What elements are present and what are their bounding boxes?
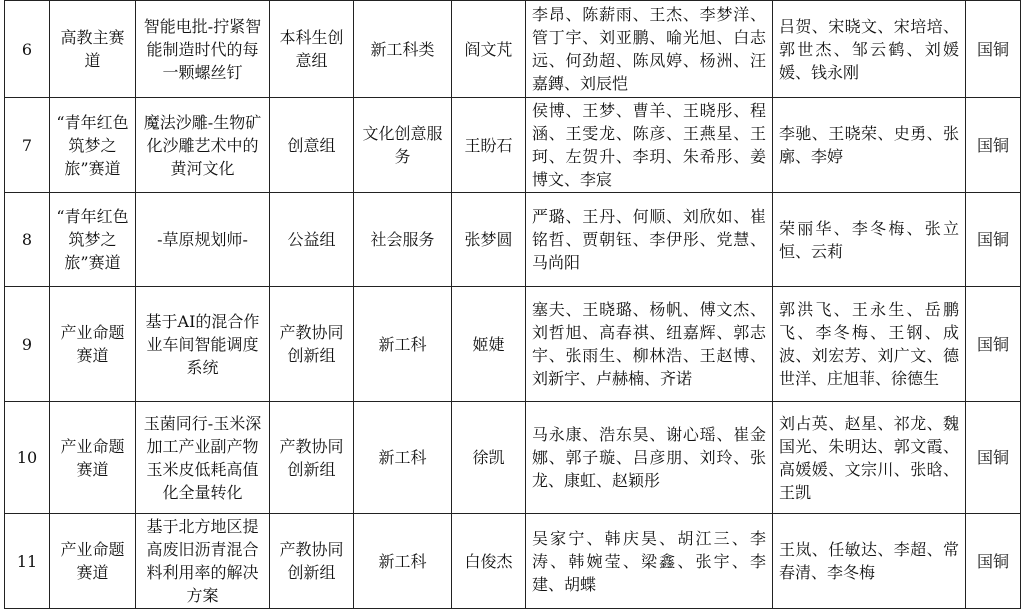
category-cell: 社会服务 xyxy=(354,193,452,287)
project-name-cell: 玉菌同行-玉米深加工产业副产物玉米皮低耗高值化全量转化 xyxy=(136,402,270,514)
table-row xyxy=(5,193,1021,287)
members-cell: 吴家宁、韩庆昊、胡江三、李涛、韩婉莹、梁鑫、张宇、李建、胡蝶 xyxy=(526,514,773,609)
advisors-cell: 荣丽华、李冬梅、张立恒、云莉 xyxy=(773,193,966,287)
members-cell: 马永康、浩东昊、谢心瑶、崔金娜、郭子璇、吕彦朋、刘玲、张龙、康虹、赵颖彤 xyxy=(526,402,773,514)
project-name-cell: 基于北方地区提高废旧沥青混合料利用率的解决方案 xyxy=(136,514,270,609)
group-cell: 创意组 xyxy=(270,98,354,193)
award-cell: 国铜 xyxy=(966,402,1021,514)
track-cell: 产业命题赛道 xyxy=(50,287,136,402)
track-cell: “青年红色筑梦之旅”赛道 xyxy=(50,98,136,193)
row-number: 10 xyxy=(5,402,50,514)
members-cell: 严璐、王丹、何顺、刘欣如、崔铭哲、贾朝钰、李伊彤、党慧、马尚阳 xyxy=(526,193,773,287)
category-cell: 新工科 xyxy=(354,287,452,402)
track-cell: 产业命题赛道 xyxy=(50,402,136,514)
leader-cell: 白俊杰 xyxy=(452,514,526,609)
advisors-cell: 吕贺、宋晓文、宋培培、郭世杰、邹云鹤、刘媛媛、钱永刚 xyxy=(773,1,966,98)
category-cell: 新工科 xyxy=(354,514,452,609)
group-cell: 产教协同创新组 xyxy=(270,514,354,609)
leader-cell: 王盼石 xyxy=(452,98,526,193)
track-cell: “青年红色筑梦之旅”赛道 xyxy=(50,193,136,287)
award-cell: 国铜 xyxy=(966,193,1021,287)
table-body xyxy=(5,1,1021,609)
awards-table xyxy=(4,0,1021,609)
award-cell: 国铜 xyxy=(966,1,1021,98)
row-number: 7 xyxy=(5,98,50,193)
track-cell: 高教主赛道 xyxy=(50,1,136,98)
project-name-cell: -草原规划师- xyxy=(136,193,270,287)
advisors-cell: 刘占英、赵星、祁龙、魏国光、朱明达、郭文霞、高媛媛、文宗川、张晗、王凯 xyxy=(773,402,966,514)
category-cell: 文化创意服务 xyxy=(354,98,452,193)
leader-cell: 张梦圆 xyxy=(452,193,526,287)
advisors-cell: 李驰、王晓荣、史勇、张廓、李婷 xyxy=(773,98,966,193)
group-cell: 公益组 xyxy=(270,193,354,287)
row-number: 9 xyxy=(5,287,50,402)
leader-cell: 阎文芃 xyxy=(452,1,526,98)
table-row xyxy=(5,514,1021,609)
row-number: 11 xyxy=(5,514,50,609)
category-cell: 新工科 xyxy=(354,402,452,514)
award-cell: 国铜 xyxy=(966,287,1021,402)
leader-cell: 姬婕 xyxy=(452,287,526,402)
row-number: 6 xyxy=(5,1,50,98)
members-cell: 塞夫、王晓璐、杨帆、傅文杰、刘哲旭、高春祺、纽嘉辉、郭志宇、张雨生、柳林浩、王赵博、刘新宇、卢赫楠、齐诺 xyxy=(526,287,773,402)
advisors-cell: 郭洪飞、王永生、岳鹏飞、李冬梅、王钢、成波、刘宏芳、刘广文、德世洋、庄旭菲、徐德生 xyxy=(773,287,966,402)
advisors-cell: 王岚、任敏达、李超、常春清、李冬梅 xyxy=(773,514,966,609)
group-cell: 产教协同创新组 xyxy=(270,287,354,402)
table-row xyxy=(5,287,1021,402)
row-number: 8 xyxy=(5,193,50,287)
table-row xyxy=(5,98,1021,193)
project-name-cell: 智能电批-拧紧智能制造时代的每一颗螺丝钉 xyxy=(136,1,270,98)
leader-cell: 徐凯 xyxy=(452,402,526,514)
group-cell: 产教协同创新组 xyxy=(270,402,354,514)
group-cell: 本科生创意组 xyxy=(270,1,354,98)
track-cell: 产业命题赛道 xyxy=(50,514,136,609)
category-cell: 新工科类 xyxy=(354,1,452,98)
table-row xyxy=(5,1,1021,98)
members-cell: 侯博、王梦、曹羊、王晓彤、程涵、王雯龙、陈彦、王燕星、王珂、左贺升、李玥、朱希彤、姜博文、李宸 xyxy=(526,98,773,193)
project-name-cell: 基于AI的混合作业车间智能调度系统 xyxy=(136,287,270,402)
award-cell: 国铜 xyxy=(966,98,1021,193)
members-cell: 李昂、陈薪雨、王杰、李梦洋、管丁宇、刘亚鹏、喻光旭、白志远、何劲超、陈凤婷、杨洲、汪嘉鏄、刘辰恺 xyxy=(526,1,773,98)
table-row xyxy=(5,402,1021,514)
award-cell: 国铜 xyxy=(966,514,1021,609)
project-name-cell: 魔法沙雕-生物矿化沙雕艺术中的黄河文化 xyxy=(136,98,270,193)
